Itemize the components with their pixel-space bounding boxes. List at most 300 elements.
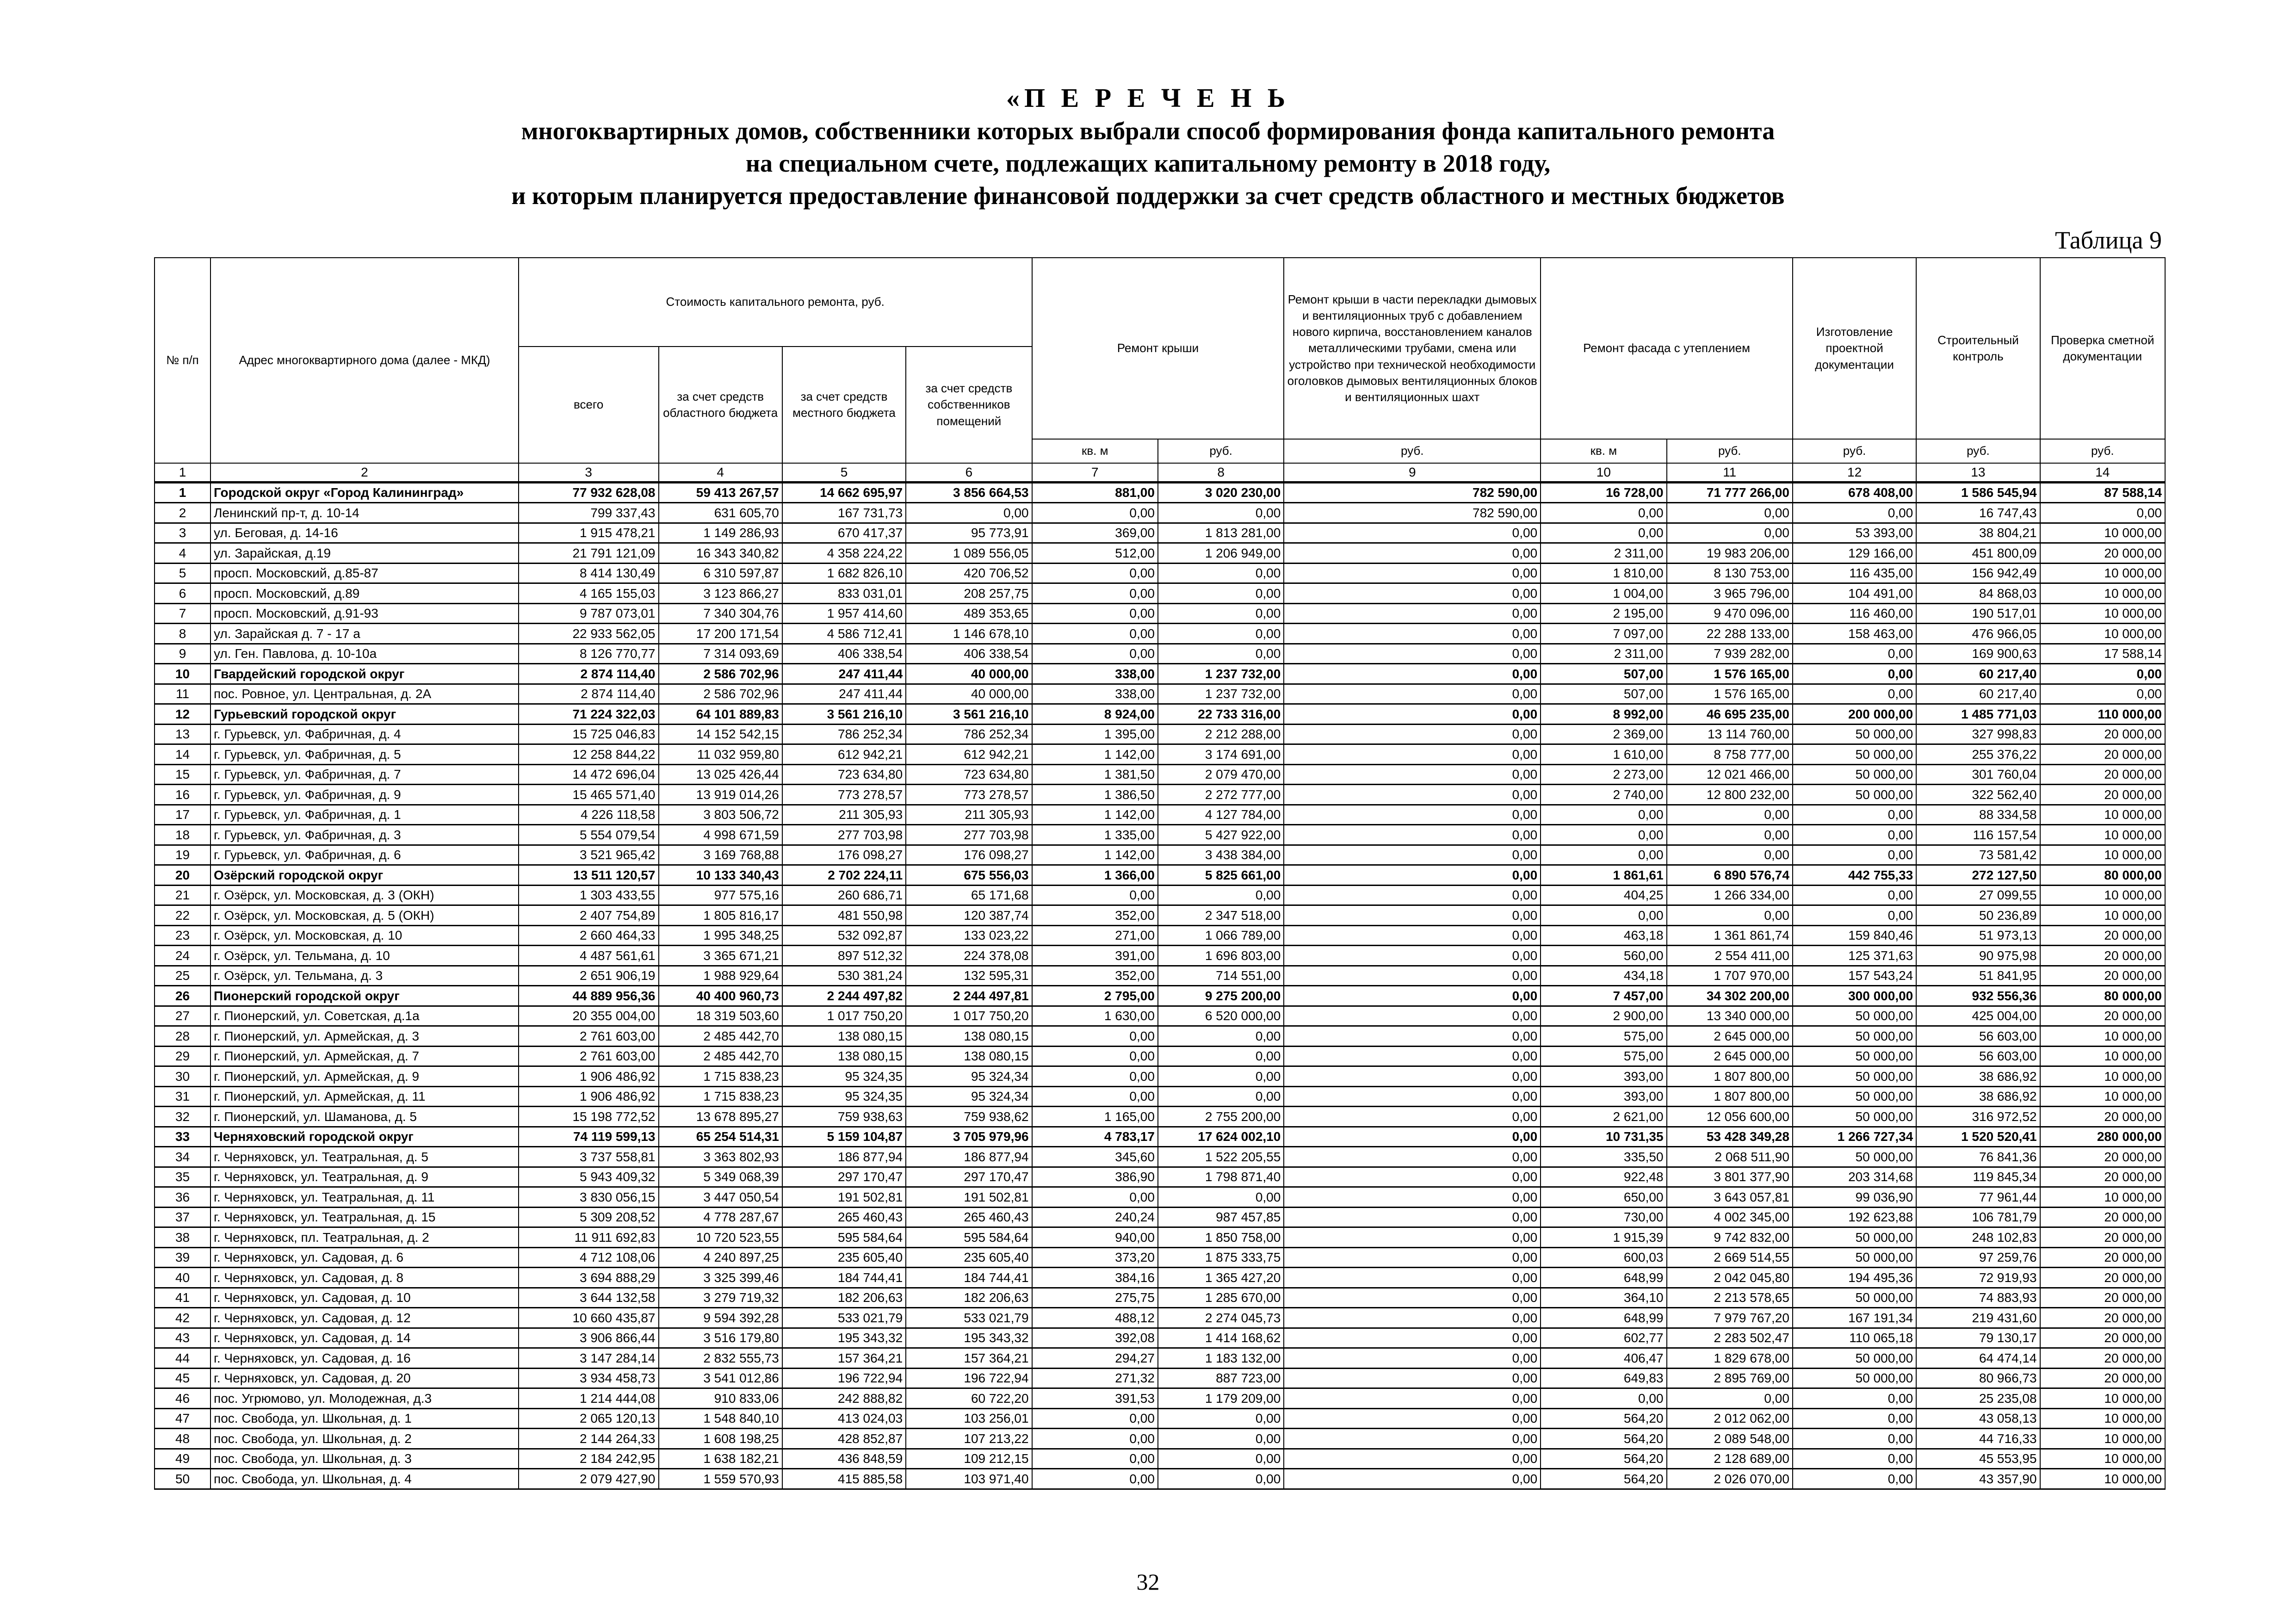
value-cell: 1 813 281,00: [1158, 523, 1284, 543]
table-row: [155, 1268, 2165, 1288]
row-number: 43: [155, 1328, 210, 1348]
value-cell: 8 414 130,49: [519, 563, 659, 583]
value-cell: 271,00: [1032, 925, 1158, 946]
value-cell: 507,00: [1541, 684, 1666, 704]
value-cell: 1 807 800,00: [1667, 1066, 1793, 1087]
value-cell: 3 447 050,54: [659, 1187, 782, 1208]
row-number: 6: [155, 583, 210, 604]
value-cell: 20 000,00: [2040, 966, 2165, 986]
row-number: 2: [155, 503, 210, 523]
value-cell: 1 957 414,60: [782, 603, 906, 624]
value-cell: 1 715 838,23: [659, 1066, 782, 1087]
address-cell: пос. Свобода, ул. Школьная, д. 2: [210, 1429, 519, 1449]
value-cell: 0,00: [1284, 1167, 1541, 1187]
value-cell: 20 000,00: [2040, 724, 2165, 744]
value-cell: 338,00: [1032, 684, 1158, 704]
value-cell: 9 594 392,28: [659, 1308, 782, 1328]
value-cell: 575,00: [1541, 1046, 1666, 1066]
value-cell: 20 000,00: [2040, 1006, 2165, 1026]
table-row: [155, 1469, 2165, 1489]
value-cell: 20 000,00: [2040, 1107, 2165, 1127]
value-cell: 0,00: [1284, 825, 1541, 845]
value-cell: 730,00: [1541, 1207, 1666, 1227]
value-cell: 1 142,00: [1032, 845, 1158, 865]
column-number: 8: [1158, 463, 1284, 482]
value-cell: 1 520 520,41: [1916, 1127, 2040, 1147]
value-cell: 0,00: [2040, 503, 2165, 523]
table-row: [155, 1026, 2165, 1047]
value-cell: 76 841,36: [1916, 1147, 2040, 1167]
value-cell: 1 608 198,25: [659, 1429, 782, 1449]
value-cell: 97 259,76: [1916, 1247, 2040, 1268]
table-row: [155, 764, 2165, 785]
value-cell: 20 000,00: [2040, 543, 2165, 564]
value-cell: 200 000,00: [1793, 704, 1916, 725]
value-cell: 5 554 079,54: [519, 825, 659, 845]
value-cell: 2 874 114,40: [519, 664, 659, 684]
value-cell: 265 460,43: [782, 1207, 906, 1227]
row-number: 1: [155, 482, 210, 503]
table-row: [155, 1107, 2165, 1127]
value-cell: 2 273,00: [1541, 764, 1666, 785]
header-address: Адрес многоквартирного дома (далее - МКД): [210, 258, 519, 463]
value-cell: 0,00: [1793, 1449, 1916, 1469]
header-total: всего: [519, 347, 659, 463]
value-cell: 0,00: [1284, 1308, 1541, 1328]
value-cell: 56 603,00: [1916, 1026, 2040, 1047]
value-cell: 20 000,00: [2040, 1247, 2165, 1268]
value-cell: 50 000,00: [1793, 1288, 1916, 1308]
table-row: [155, 1348, 2165, 1369]
value-cell: 44 889 956,36: [519, 986, 659, 1006]
row-number: 16: [155, 785, 210, 805]
value-cell: 406,47: [1541, 1348, 1666, 1369]
table-row: [155, 1227, 2165, 1248]
value-cell: 194 495,36: [1793, 1268, 1916, 1288]
value-cell: 533 021,79: [782, 1308, 906, 1328]
value-cell: 2 128 689,00: [1667, 1449, 1793, 1469]
value-cell: 352,00: [1032, 905, 1158, 926]
value-cell: 240,24: [1032, 1207, 1158, 1227]
address-cell: г. Озёрск, ул. Тельмана, д. 3: [210, 966, 519, 986]
value-cell: 0,00: [1284, 1006, 1541, 1026]
value-cell: 40 000,00: [906, 684, 1032, 704]
value-cell: 564,20: [1541, 1449, 1666, 1469]
value-cell: 0,00: [1158, 1086, 1284, 1107]
value-cell: 2 407 754,89: [519, 905, 659, 926]
table-row: [155, 905, 2165, 926]
value-cell: 0,00: [1541, 825, 1666, 845]
address-cell: г. Пионерский, ул. Армейская, д. 11: [210, 1086, 519, 1107]
value-cell: 532 092,87: [782, 925, 906, 946]
value-cell: 10 000,00: [2040, 885, 2165, 905]
value-cell: 392,08: [1032, 1328, 1158, 1348]
column-number: 4: [659, 463, 782, 482]
value-cell: 0,00: [1032, 624, 1158, 644]
value-cell: 0,00: [1158, 1066, 1284, 1087]
value-cell: 158 463,00: [1793, 624, 1916, 644]
address-cell: г. Черняховск, ул. Садовая, д. 12: [210, 1308, 519, 1328]
table-row: [155, 1308, 2165, 1328]
column-number: 10: [1541, 463, 1666, 482]
value-cell: 415 885,58: [782, 1469, 906, 1489]
value-cell: 0,00: [1158, 583, 1284, 604]
value-cell: 987 457,85: [1158, 1207, 1284, 1227]
address-cell: г. Черняховск, ул. Садовая, д. 14: [210, 1328, 519, 1348]
value-cell: 43 357,90: [1916, 1469, 2040, 1489]
value-cell: 106 781,79: [1916, 1207, 2040, 1227]
row-number: 50: [155, 1469, 210, 1489]
address-cell: г. Гурьевск, ул. Фабричная, д. 7: [210, 764, 519, 785]
address-cell: г. Черняховск, ул. Садовая, д. 8: [210, 1268, 519, 1288]
value-cell: 0,00: [1793, 1408, 1916, 1429]
value-cell: 648,99: [1541, 1268, 1666, 1288]
unit-sqm: кв. м: [1541, 439, 1666, 463]
value-cell: 384,16: [1032, 1268, 1158, 1288]
table-row: [155, 1006, 2165, 1026]
value-cell: 50 000,00: [1793, 1227, 1916, 1248]
value-cell: 2 144 264,33: [519, 1429, 659, 1449]
value-cell: 2 244 497,82: [782, 986, 906, 1006]
value-cell: 0,00: [1284, 905, 1541, 926]
value-cell: 50 000,00: [1793, 1006, 1916, 1026]
table-row: [155, 1449, 2165, 1469]
value-cell: 0,00: [1793, 885, 1916, 905]
row-number: 10: [155, 664, 210, 684]
table-row: [155, 1207, 2165, 1227]
table-row: [155, 1429, 2165, 1449]
value-cell: 0,00: [1667, 805, 1793, 825]
value-cell: 2 184 242,95: [519, 1449, 659, 1469]
value-cell: 192 623,88: [1793, 1207, 1916, 1227]
value-cell: 0,00: [1284, 543, 1541, 564]
row-number: 14: [155, 744, 210, 765]
value-cell: 799 337,43: [519, 503, 659, 523]
value-cell: 20 000,00: [2040, 1167, 2165, 1187]
value-cell: 50 000,00: [1793, 1086, 1916, 1107]
value-cell: 1 810,00: [1541, 563, 1666, 583]
value-cell: 0,00: [1793, 1429, 1916, 1449]
value-cell: 10 000,00: [2040, 1046, 2165, 1066]
value-cell: 0,00: [906, 503, 1032, 523]
value-cell: 12 056 600,00: [1667, 1107, 1793, 1127]
row-number: 33: [155, 1127, 210, 1147]
value-cell: 1 906 486,92: [519, 1066, 659, 1087]
value-cell: 0,00: [1284, 1288, 1541, 1308]
value-cell: 80 000,00: [2040, 865, 2165, 886]
value-cell: 8 992,00: [1541, 704, 1666, 725]
value-cell: 71 224 322,03: [519, 704, 659, 725]
value-cell: 50 000,00: [1793, 1026, 1916, 1047]
address-cell: г. Гурьевск, ул. Фабричная, д. 3: [210, 825, 519, 845]
value-cell: 0,00: [1541, 805, 1666, 825]
value-cell: 109 212,15: [906, 1449, 1032, 1469]
value-cell: 4 127 784,00: [1158, 805, 1284, 825]
value-cell: 9 742 832,00: [1667, 1227, 1793, 1248]
value-cell: 13 340 000,00: [1667, 1006, 1793, 1026]
value-cell: 208 257,75: [906, 583, 1032, 604]
value-cell: 50 000,00: [1793, 785, 1916, 805]
value-cell: 0,00: [1032, 1187, 1158, 1208]
value-cell: 0,00: [1284, 724, 1541, 744]
header-roof: Ремонт крыши: [1032, 258, 1284, 439]
value-cell: 294,27: [1032, 1348, 1158, 1369]
value-cell: 275,75: [1032, 1288, 1158, 1308]
row-number: 22: [155, 905, 210, 926]
value-cell: 0,00: [1541, 905, 1666, 926]
value-cell: 211 305,93: [906, 805, 1032, 825]
value-cell: 0,00: [1793, 845, 1916, 865]
value-cell: 0,00: [1284, 624, 1541, 644]
value-cell: 120 387,74: [906, 905, 1032, 926]
table-row: [155, 664, 2165, 684]
row-number: 9: [155, 644, 210, 664]
value-cell: 0,00: [1032, 1026, 1158, 1047]
value-cell: 0,00: [1541, 1388, 1666, 1409]
value-cell: 773 278,57: [906, 785, 1032, 805]
value-cell: 786 252,34: [906, 724, 1032, 744]
value-cell: 248 102,83: [1916, 1227, 2040, 1248]
value-cell: 2 702 224,11: [782, 865, 906, 886]
value-cell: 1 237 732,00: [1158, 684, 1284, 704]
value-cell: 2 485 442,70: [659, 1026, 782, 1047]
value-cell: 133 023,22: [906, 925, 1032, 946]
value-cell: 20 355 004,00: [519, 1006, 659, 1026]
address-cell: ул. Зарайская, д.19: [210, 543, 519, 564]
value-cell: 20 000,00: [2040, 764, 2165, 785]
address-cell: пос. Свобода, ул. Школьная, д. 4: [210, 1469, 519, 1489]
value-cell: 0,00: [1284, 1388, 1541, 1409]
value-cell: 176 098,27: [906, 845, 1032, 865]
header-control: Строительный контроль: [1916, 258, 2040, 439]
value-cell: 922,48: [1541, 1167, 1666, 1187]
column-number: 2: [210, 463, 519, 482]
value-cell: 16 728,00: [1541, 482, 1666, 503]
value-cell: 1 381,50: [1032, 764, 1158, 785]
value-cell: 0,00: [1284, 1107, 1541, 1127]
value-cell: 1 365 427,20: [1158, 1268, 1284, 1288]
row-number: 18: [155, 825, 210, 845]
value-cell: 60 722,20: [906, 1388, 1032, 1409]
value-cell: 50 000,00: [1793, 764, 1916, 785]
value-cell: 0,00: [1284, 946, 1541, 966]
value-cell: 3 644 132,58: [519, 1288, 659, 1308]
table-row: [155, 1328, 2165, 1348]
value-cell: 159 840,46: [1793, 925, 1916, 946]
table-row: [155, 986, 2165, 1006]
value-cell: 74 119 599,13: [519, 1127, 659, 1147]
value-cell: 1 548 840,10: [659, 1408, 782, 1429]
value-cell: 759 938,63: [782, 1107, 906, 1127]
value-cell: 1 707 970,00: [1667, 966, 1793, 986]
column-number: 13: [1916, 463, 2040, 482]
value-cell: 17 624 002,10: [1158, 1127, 1284, 1147]
value-cell: 1 214 444,08: [519, 1388, 659, 1409]
value-cell: 0,00: [1158, 644, 1284, 664]
value-cell: 2 283 502,47: [1667, 1328, 1793, 1348]
value-cell: 110 000,00: [2040, 704, 2165, 725]
value-cell: 3 906 866,44: [519, 1328, 659, 1348]
unit-rub: руб.: [1793, 439, 1916, 463]
row-number: 48: [155, 1429, 210, 1449]
value-cell: 2 755 200,00: [1158, 1107, 1284, 1127]
address-cell: г. Черняховск, пл. Театральная, д. 2: [210, 1227, 519, 1248]
value-cell: 10 133 340,43: [659, 865, 782, 886]
value-cell: 887 723,00: [1158, 1368, 1284, 1388]
value-cell: 352,00: [1032, 966, 1158, 986]
value-cell: 2 740,00: [1541, 785, 1666, 805]
value-cell: 10 000,00: [2040, 1429, 2165, 1449]
row-number: 24: [155, 946, 210, 966]
value-cell: 110 065,18: [1793, 1328, 1916, 1348]
row-number: 47: [155, 1408, 210, 1429]
value-cell: 1 829 678,00: [1667, 1348, 1793, 1369]
value-cell: 0,00: [1032, 1066, 1158, 1087]
value-cell: 79 130,17: [1916, 1328, 2040, 1348]
value-cell: 595 584,64: [906, 1227, 1032, 1248]
value-cell: 277 703,98: [782, 825, 906, 845]
value-cell: 564,20: [1541, 1429, 1666, 1449]
value-cell: 782 590,00: [1284, 503, 1541, 523]
value-cell: 0,00: [1032, 1429, 1158, 1449]
value-cell: 72 919,93: [1916, 1268, 2040, 1288]
row-number: 19: [155, 845, 210, 865]
value-cell: 6 890 576,74: [1667, 865, 1793, 886]
value-cell: 2 485 442,70: [659, 1046, 782, 1066]
row-number: 46: [155, 1388, 210, 1409]
value-cell: 0,00: [1667, 523, 1793, 543]
value-cell: 34 302 200,00: [1667, 986, 1793, 1006]
value-cell: 3 279 719,32: [659, 1288, 782, 1308]
row-number: 26: [155, 986, 210, 1006]
value-cell: 103 256,01: [906, 1408, 1032, 1429]
value-cell: 1 850 758,00: [1158, 1227, 1284, 1248]
value-cell: 280 000,00: [2040, 1127, 2165, 1147]
value-cell: 1 303 433,55: [519, 885, 659, 905]
value-cell: 22 933 562,05: [519, 624, 659, 644]
value-cell: 393,00: [1541, 1086, 1666, 1107]
value-cell: 5 159 104,87: [782, 1127, 906, 1147]
value-cell: 0,00: [1284, 1408, 1541, 1429]
value-cell: 50 000,00: [1793, 1147, 1916, 1167]
value-cell: 0,00: [1158, 563, 1284, 583]
value-cell: 0,00: [1793, 1469, 1916, 1489]
value-cell: 648,99: [1541, 1308, 1666, 1328]
value-cell: 10 000,00: [2040, 1026, 2165, 1047]
table-row: [155, 885, 2165, 905]
value-cell: 51 841,95: [1916, 966, 2040, 986]
value-cell: 184 744,41: [782, 1268, 906, 1288]
value-cell: 1 335,00: [1032, 825, 1158, 845]
value-cell: 1 559 570,93: [659, 1469, 782, 1489]
table-row: [155, 563, 2165, 583]
row-number: 45: [155, 1368, 210, 1388]
row-number: 27: [155, 1006, 210, 1026]
value-cell: 0,00: [1284, 704, 1541, 725]
row-number: 3: [155, 523, 210, 543]
row-number: 15: [155, 764, 210, 785]
value-cell: 20 000,00: [2040, 1288, 2165, 1308]
row-number: 39: [155, 1247, 210, 1268]
value-cell: 77 932 628,08: [519, 482, 659, 503]
value-cell: 6 520 000,00: [1158, 1006, 1284, 1026]
value-cell: 759 938,62: [906, 1107, 1032, 1127]
address-cell: ул. Зарайская д. 7 - 17 а: [210, 624, 519, 644]
row-number: 40: [155, 1268, 210, 1288]
value-cell: 10 000,00: [2040, 1187, 2165, 1208]
row-number: 7: [155, 603, 210, 624]
row-number: 11: [155, 684, 210, 704]
value-cell: 10 000,00: [2040, 825, 2165, 845]
value-cell: 373,20: [1032, 1247, 1158, 1268]
value-cell: 391,00: [1032, 946, 1158, 966]
repair-list-table: [154, 257, 2166, 1490]
value-cell: 0,00: [1793, 905, 1916, 926]
value-cell: 1 395,00: [1032, 724, 1158, 744]
value-cell: 4 226 118,58: [519, 805, 659, 825]
value-cell: 489 353,65: [906, 603, 1032, 624]
row-number: 5: [155, 563, 210, 583]
value-cell: 196 722,94: [906, 1368, 1032, 1388]
value-cell: 0,00: [1284, 805, 1541, 825]
value-cell: 125 371,63: [1793, 946, 1916, 966]
value-cell: 1 149 286,93: [659, 523, 782, 543]
row-number: 49: [155, 1449, 210, 1469]
value-cell: 1 995 348,25: [659, 925, 782, 946]
value-cell: 46 695 235,00: [1667, 704, 1793, 725]
value-cell: 3 438 384,00: [1158, 845, 1284, 865]
header-num: № п/п: [155, 258, 210, 463]
value-cell: 60 217,40: [1916, 684, 2040, 704]
address-cell: г. Озёрск, ул. Тельмана, д. 10: [210, 946, 519, 966]
table-row: [155, 946, 2165, 966]
value-cell: 1 285 670,00: [1158, 1288, 1284, 1308]
value-cell: 0,00: [1284, 684, 1541, 704]
value-cell: 22 733 316,00: [1158, 704, 1284, 725]
value-cell: 369,00: [1032, 523, 1158, 543]
value-cell: 910 833,06: [659, 1388, 782, 1409]
value-cell: 1 237 732,00: [1158, 664, 1284, 684]
value-cell: 167 731,73: [782, 503, 906, 523]
document-subtitle-line-1: многоквартирных домов, собственники которых выбрали способ формирования фонда капитального ремонта: [521, 117, 1775, 145]
value-cell: 0,00: [1158, 1026, 1284, 1047]
value-cell: 0,00: [1158, 1046, 1284, 1066]
value-cell: 2 311,00: [1541, 543, 1666, 564]
value-cell: 167 191,34: [1793, 1308, 1916, 1328]
value-cell: 2 900,00: [1541, 1006, 1666, 1026]
value-cell: 53 428 349,28: [1667, 1127, 1793, 1147]
value-cell: 3 521 965,42: [519, 845, 659, 865]
value-cell: 0,00: [1793, 664, 1916, 684]
table-row: [155, 1046, 2165, 1066]
value-cell: 116 435,00: [1793, 563, 1916, 583]
value-cell: 65 171,68: [906, 885, 1032, 905]
value-cell: 512,00: [1032, 543, 1158, 564]
value-cell: 14 662 695,97: [782, 482, 906, 503]
value-cell: 1 165,00: [1032, 1107, 1158, 1127]
value-cell: 575,00: [1541, 1026, 1666, 1047]
value-cell: 1 638 182,21: [659, 1449, 782, 1469]
value-cell: 10 000,00: [2040, 523, 2165, 543]
table-row: [155, 1187, 2165, 1208]
value-cell: 272 127,50: [1916, 865, 2040, 886]
table-row: [155, 482, 2165, 503]
unit-rub: руб.: [1284, 439, 1541, 463]
table-row: [155, 1288, 2165, 1308]
value-cell: 564,20: [1541, 1408, 1666, 1429]
value-cell: 138 080,15: [782, 1026, 906, 1047]
value-cell: 20 000,00: [2040, 925, 2165, 946]
